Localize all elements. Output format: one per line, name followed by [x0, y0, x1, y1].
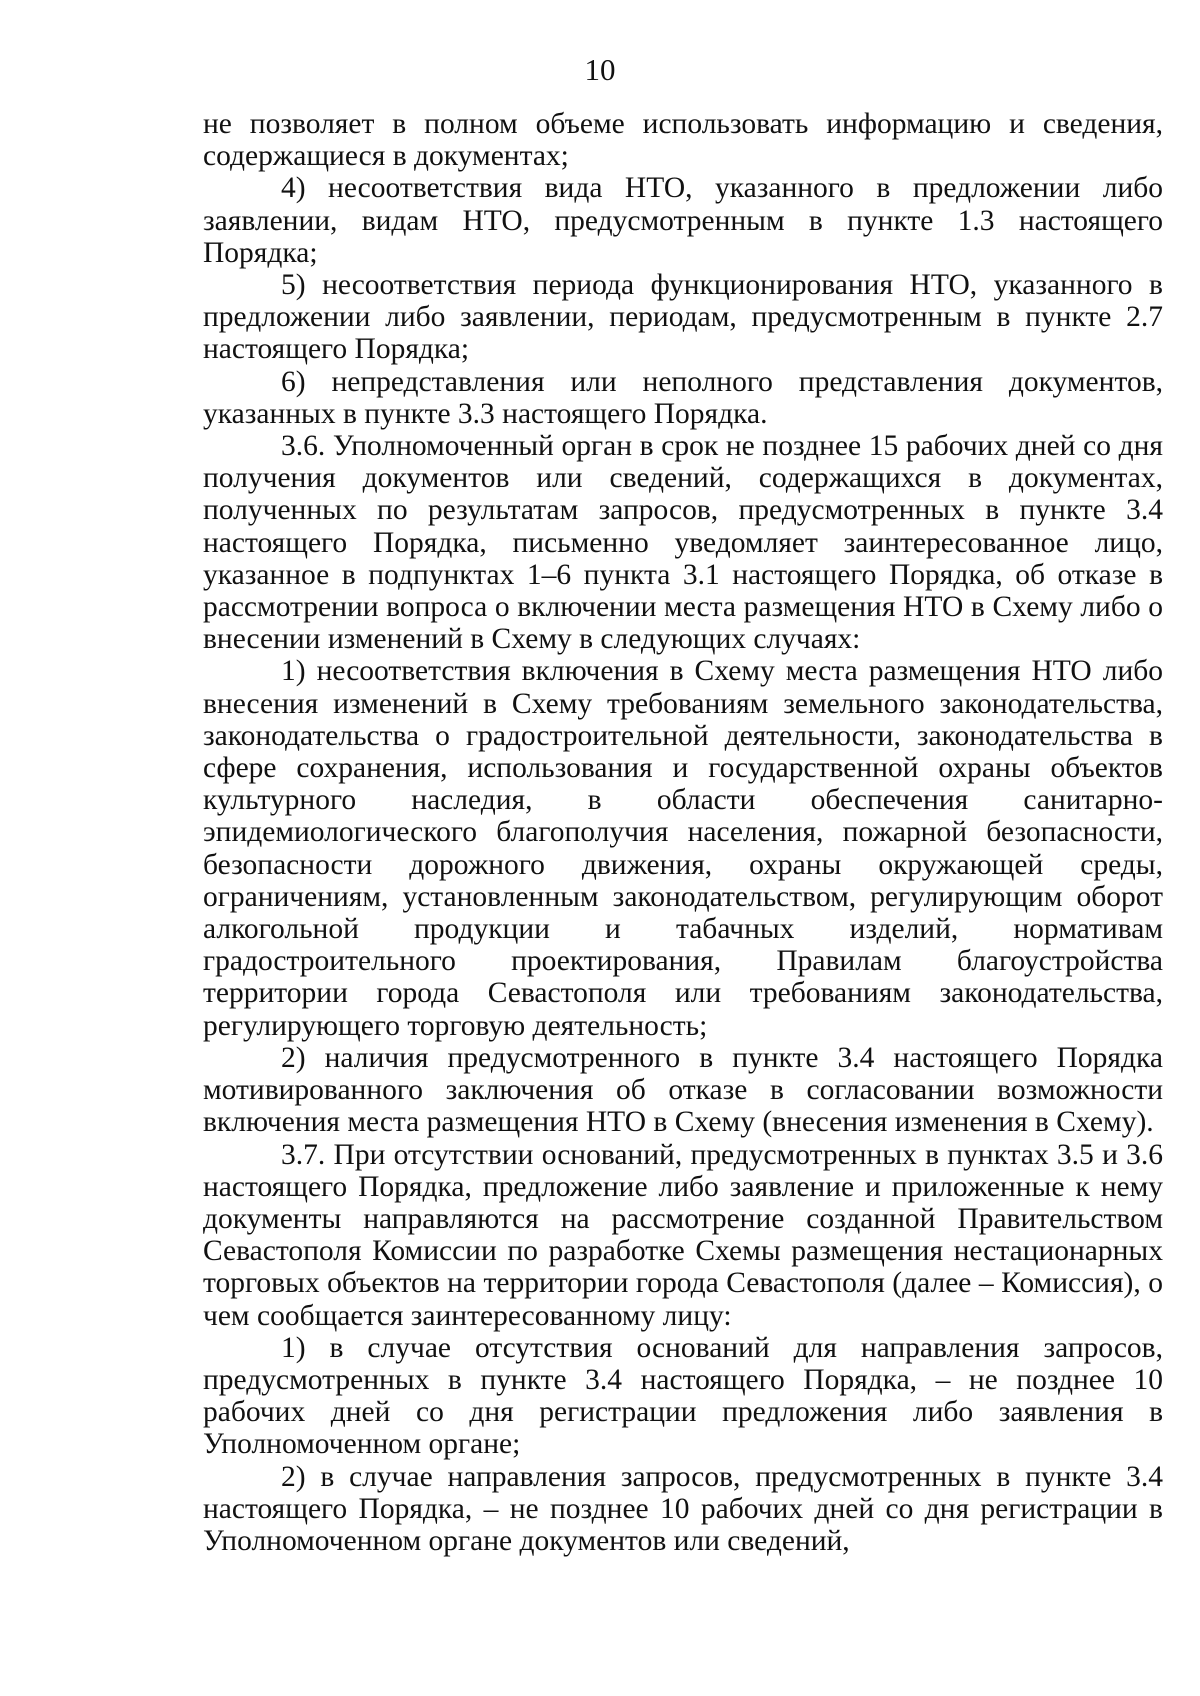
paragraph-item-5: 5) несоответствия периода функционирования НТО, указанного в предложении либо заявлении, периодам, предусмотренным в пункте 2.7 настоящего Порядка;: [203, 269, 1163, 366]
paragraph-clause-3-7: 3.7. При отсутствии оснований, предусмотренных в пунктах 3.5 и 3.6 настоящего Порядка, предложение либо заявление и приложенные к нему документы направляются на рассмотрение созданной Правительством Севастополя Комиссии по разработке Схемы размещения нестационарных торговых объектов на территории города Севастополя (далее – Комиссия), о чем сообщается заинтересованному лицу:: [203, 1138, 1163, 1332]
paragraph-clause-3-6-item-1: 1) несоответствия включения в Схему места размещения НТО либо внесения изменений в Схему требованиям земельного законодательства, законодательства о градостроительной деятельности, законодательства в сфере сохранения, использования и государственной охраны объектов культурного наследия, в области обеспечения санитарно-эпидемиологического благополучия населения, пожарной безопасности, безопасности дорожного движения, охраны окружающей среды, ограничениям, установленным законодательством, регулирующим оборот алкогольной продукции и табачных изделий, нормативам градостроительного проектирования, Правилам благоустройства территории города Севастополя или требованиям законодательства, регулирующего торговую деятельность;: [203, 655, 1163, 1042]
paragraph-clause-3-6: 3.6. Уполномоченный орган в срок не позднее 15 рабочих дней со дня получения документов или сведений, содержащихся в документах, полученных по результатам запросов, предусмотренных в пункте 3.4 настоящего Порядка, письменно уведомляет заинтересованное лицо, указанное в подпунктах 1–6 пункта 3.1 настоящего Порядка, об отказе в рассмотрении вопроса о включении места размещения НТО в Схему либо о внесении изменений в Схему в следующих случаях:: [203, 430, 1163, 656]
paragraph-item-4: 4) несоответствия вида НТО, указанного в предложении либо заявлении, видам НТО, предусмотренным в пункте 1.3 настоящего Порядка;: [203, 172, 1163, 269]
paragraph-clause-3-7-item-2: 2) в случае направления запросов, предусмотренных в пункте 3.4 настоящего Порядка, – не позднее 10 рабочих дней со дня регистрации в Уполномоченном органе документов или сведений,: [203, 1460, 1163, 1557]
paragraph-item-6: 6) непредставления или неполного представления документов, указанных в пункте 3.3 настоящего Порядка.: [203, 365, 1163, 430]
page-number: 10: [584, 52, 616, 87]
paragraph-clause-3-6-item-2: 2) наличия предусмотренного в пункте 3.4 настоящего Порядка мотивированного заключения об отказе в согласовании возможности включения места размещения НТО в Схему (внесения изменения в Схему).: [203, 1041, 1163, 1139]
paragraph-clause-3-7-item-1: 1) в случае отсутствия оснований для направления запросов, предусмотренных в пункте 3.4 настоящего Порядка, – не позднее 10 рабочих дней со дня регистрации предложения либо заявления в Уполномоченном органе;: [203, 1331, 1163, 1461]
paragraph-continuation: не позволяет в полном объеме использовать информацию и сведения, содержащиеся в документах;: [203, 108, 1163, 173]
document-body: [203, 108, 1163, 1557]
